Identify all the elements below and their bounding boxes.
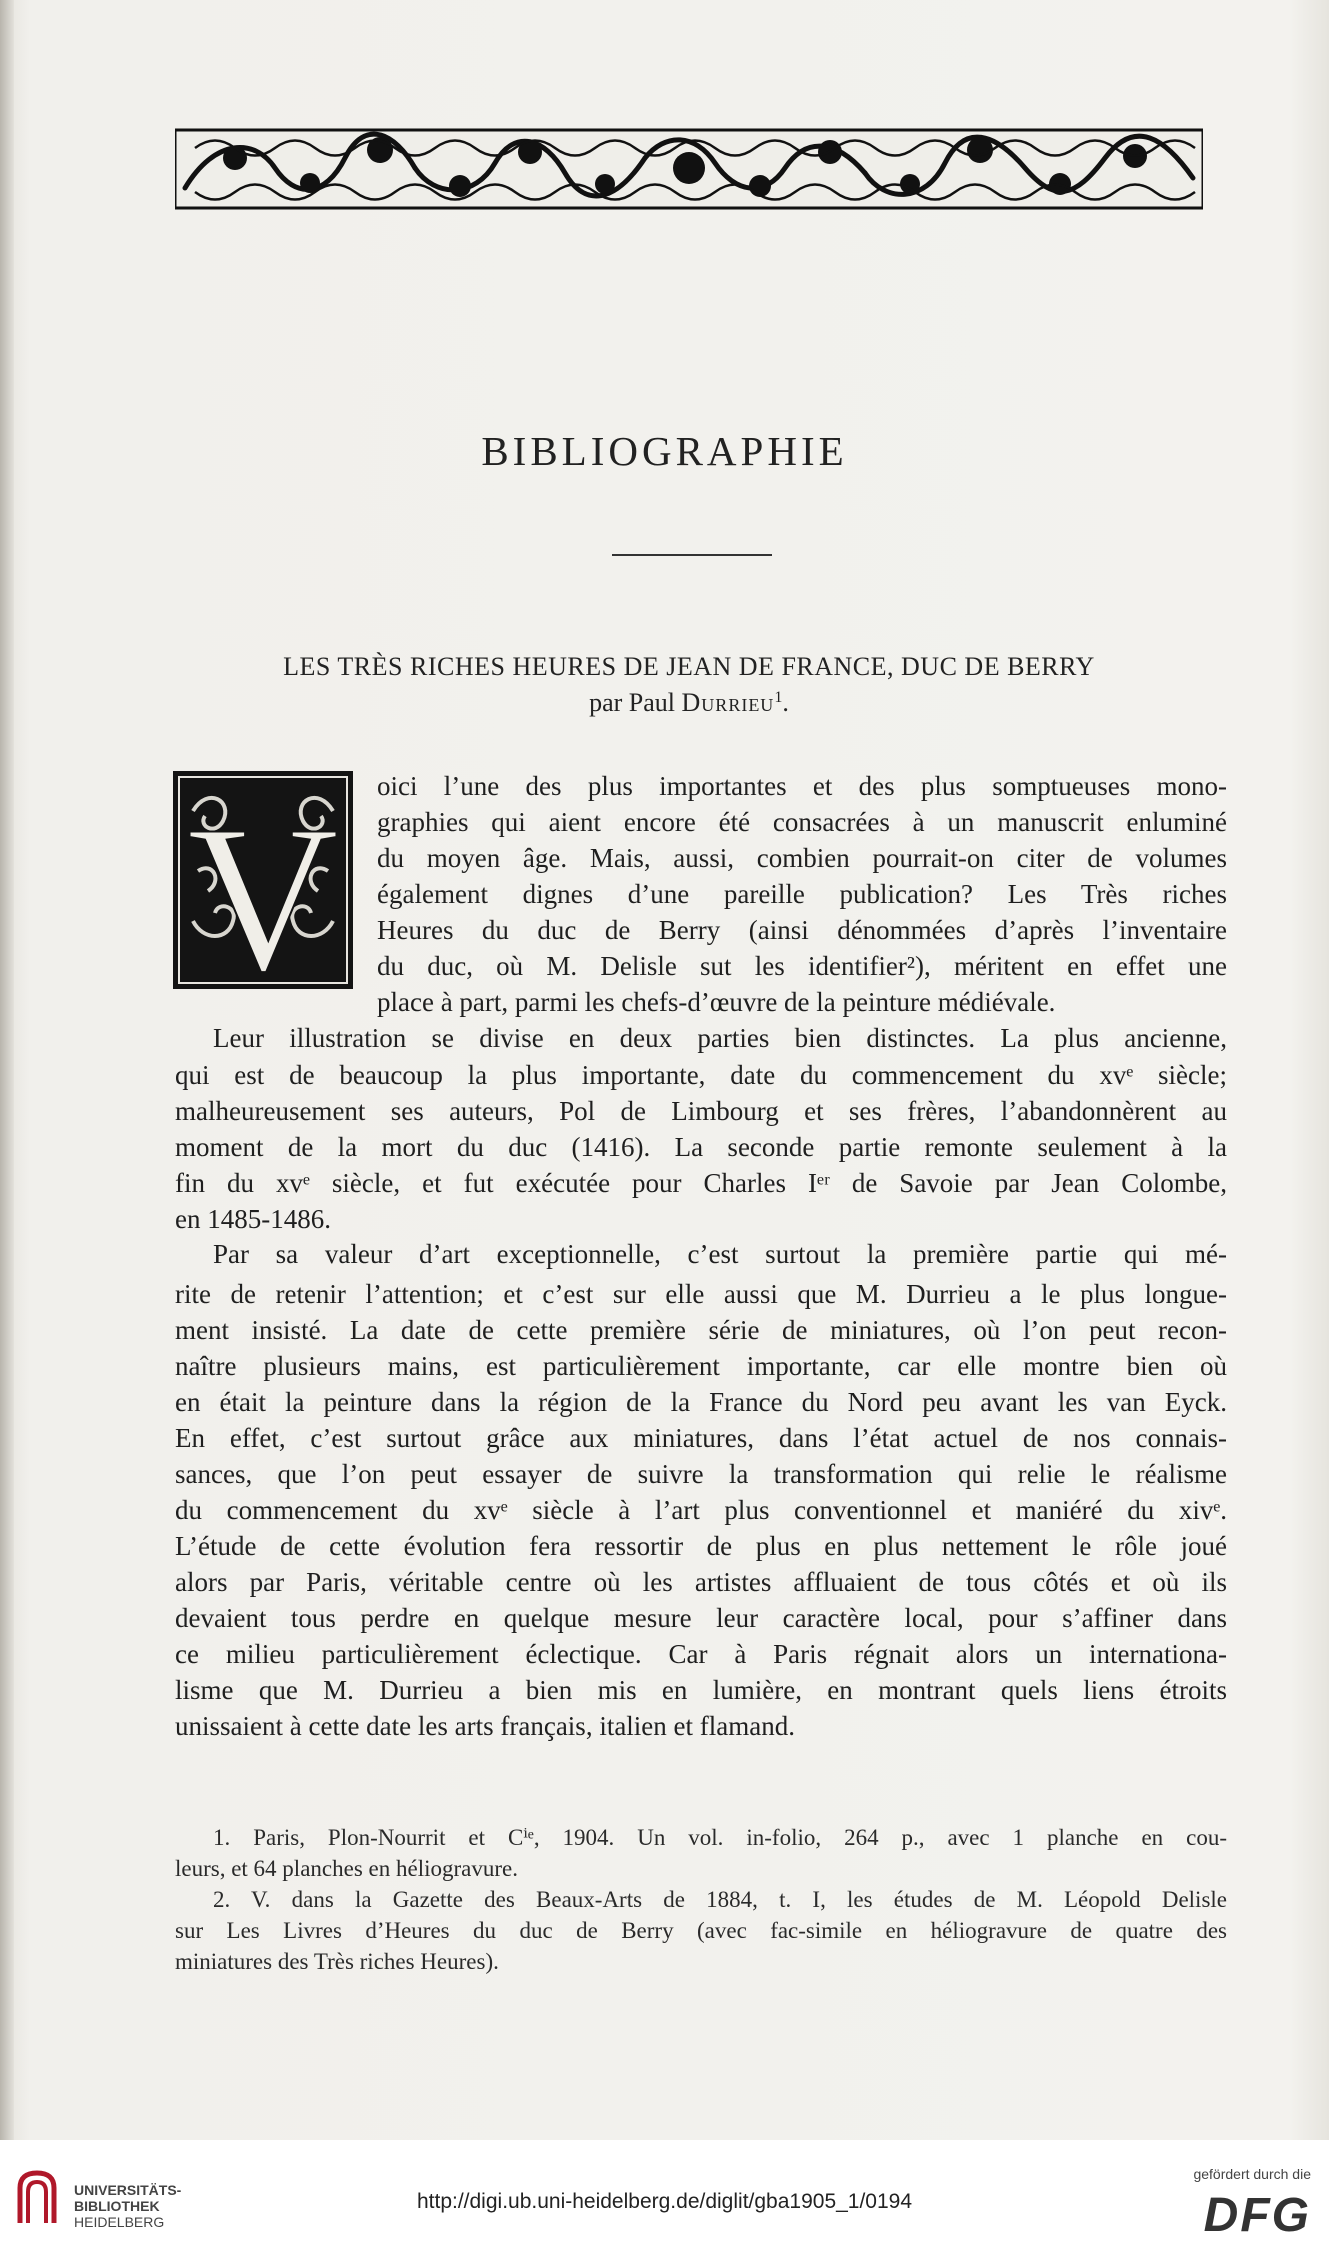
- ornamental-header-band: [175, 128, 1203, 210]
- library-line-1: UNIVERSITÄTS-: [74, 2182, 182, 2198]
- footnote-line: 2. V. dans la Gazette des Beaux-Arts de 1884, t. I, les études de M. Léopold Delisle: [213, 1887, 1227, 1912]
- dfg-logo: DFG: [1203, 2189, 1311, 2242]
- article-byline: [175, 688, 1203, 718]
- footnote-marker: 1: [774, 689, 783, 707]
- body-text-line: place à part, parmi les chefs-d’œuvre de la peinture médiévale.: [377, 987, 1056, 1017]
- body-text-line: ment insisté. La date de cette première série de miniatures, où l’on peut recon-: [175, 1315, 1227, 1345]
- body-text-line: du commencement du xvᵉ siècle à l’art plus conventionnel et maniéré du xivᵉ.: [175, 1495, 1227, 1525]
- byline-prefix: par Paul: [589, 688, 682, 717]
- body-text-line: En effet, c’est surtout grâce aux miniatures, dans l’état actuel de nos connais-: [175, 1423, 1227, 1453]
- body-text-line: devaient tous perdre en quelque mesure leur caractère local, pour s’affiner dans: [175, 1603, 1227, 1633]
- body-text-line: Heures du duc de Berry (ainsi dénommées d’après l’inventaire: [377, 915, 1227, 945]
- byline-suffix: .: [782, 688, 789, 717]
- page-spine-shadow: [0, 0, 14, 2140]
- footnote-line: sur Les Livres d’Heures du duc de Berry (avec fac-simile en héliogravure de quatre des: [175, 1918, 1227, 1943]
- body-text-line: du duc, où M. Delisle sut les identifier²), méritent en effet une: [377, 951, 1227, 981]
- body-text-line: également dignes d’une pareille publication? Les Très riches: [377, 879, 1227, 909]
- body-text-line: alors par Paris, véritable centre où les artistes affluaient de tous côtés et où ils: [175, 1567, 1227, 1597]
- body-text-line: naître plusieurs mains, est particulièrement importante, car elle montre bien où: [175, 1351, 1227, 1381]
- footnote-line: 1. Paris, Plon-Nourrit et Cⁱᵉ, 1904. Un vol. in-folio, 264 p., avec 1 planche en cou-: [213, 1825, 1227, 1850]
- body-text-line: graphies qui aient encore été consacrées à un manuscrit enluminé: [377, 807, 1227, 837]
- dropcap-letter: V: [187, 783, 339, 989]
- dropcap-v-ornament: [173, 771, 353, 989]
- body-text-line: oici l’une des plus importantes et des plus somptueuses mono-: [377, 771, 1227, 801]
- article-title: LES TRÈS RICHES HEURES DE JEAN DE FRANCE, DUC DE BERRY: [283, 652, 1095, 681]
- library-line-2: BIBLIOTHEK: [74, 2198, 160, 2214]
- footnote-line: leurs, et 64 planches en héliogravure.: [175, 1856, 518, 1881]
- page-title: BIBLIOGRAPHIE: [481, 428, 848, 474]
- body-text-line: qui est de beaucoup la plus importante, date du commencement du xvᵉ siècle;: [175, 1060, 1227, 1090]
- footnote-line: miniatures des Très riches Heures).: [175, 1949, 499, 1974]
- body-text-line: malheureusement ses auteurs, Pol de Limbourg et ses frères, l’abandonnèrent au: [175, 1096, 1227, 1126]
- body-text-line: en 1485-1486.: [175, 1204, 331, 1234]
- body-text-line: moment de la mort du duc (1416). La seconde partie remonte seulement à la: [175, 1132, 1227, 1162]
- body-text-line: lisme que M. Durrieu a bien mis en lumière, en montrant quels liens étroits: [175, 1675, 1227, 1705]
- body-text-line: en était la peinture dans la région de la France du Nord peu avant les van Eyck.: [175, 1387, 1227, 1417]
- body-text-line: rite de retenir l’attention; et c’est sur elle aussi que M. Durrieu a le plus longue-: [175, 1279, 1227, 1309]
- author-name: Durrieu: [681, 688, 775, 717]
- source-url-link[interactable]: http://digi.ub.uni-heidelberg.de/diglit/gba1905_1/0194: [416, 2190, 913, 2213]
- library-line-3: HEIDELBERG: [74, 2214, 165, 2230]
- body-text-line: fin du xvᵉ siècle, et fut exécutée pour Charles Iᵉʳ de Savoie par Jean Colombe,: [175, 1168, 1227, 1198]
- title-divider: [612, 554, 772, 556]
- body-text-line: Par sa valeur d’art exceptionnelle, c’est surtout la première partie qui mé-: [213, 1239, 1227, 1269]
- funding-note: gefördert durch die: [1193, 2166, 1311, 2182]
- body-text-line: du moyen âge. Mais, aussi, combien pourrait-on citer de volumes: [377, 843, 1227, 873]
- digitization-footer: [0, 2140, 1329, 2256]
- body-text-line: Leur illustration se divise en deux parties bien distinctes. La plus ancienne,: [213, 1023, 1227, 1053]
- body-text-line: sances, que l’on peut essayer de suivre la transformation qui relie le réalisme: [175, 1459, 1227, 1489]
- body-text-line: L’étude de cette évolution fera ressortir de plus en plus nettement le rôle joué: [175, 1531, 1227, 1561]
- body-text-line: unissaient à cette date les arts français, italien et flamand.: [175, 1711, 795, 1741]
- body-text-line: ce milieu particulièrement éclectique. Car à Paris régnait alors un internationa-: [175, 1639, 1227, 1669]
